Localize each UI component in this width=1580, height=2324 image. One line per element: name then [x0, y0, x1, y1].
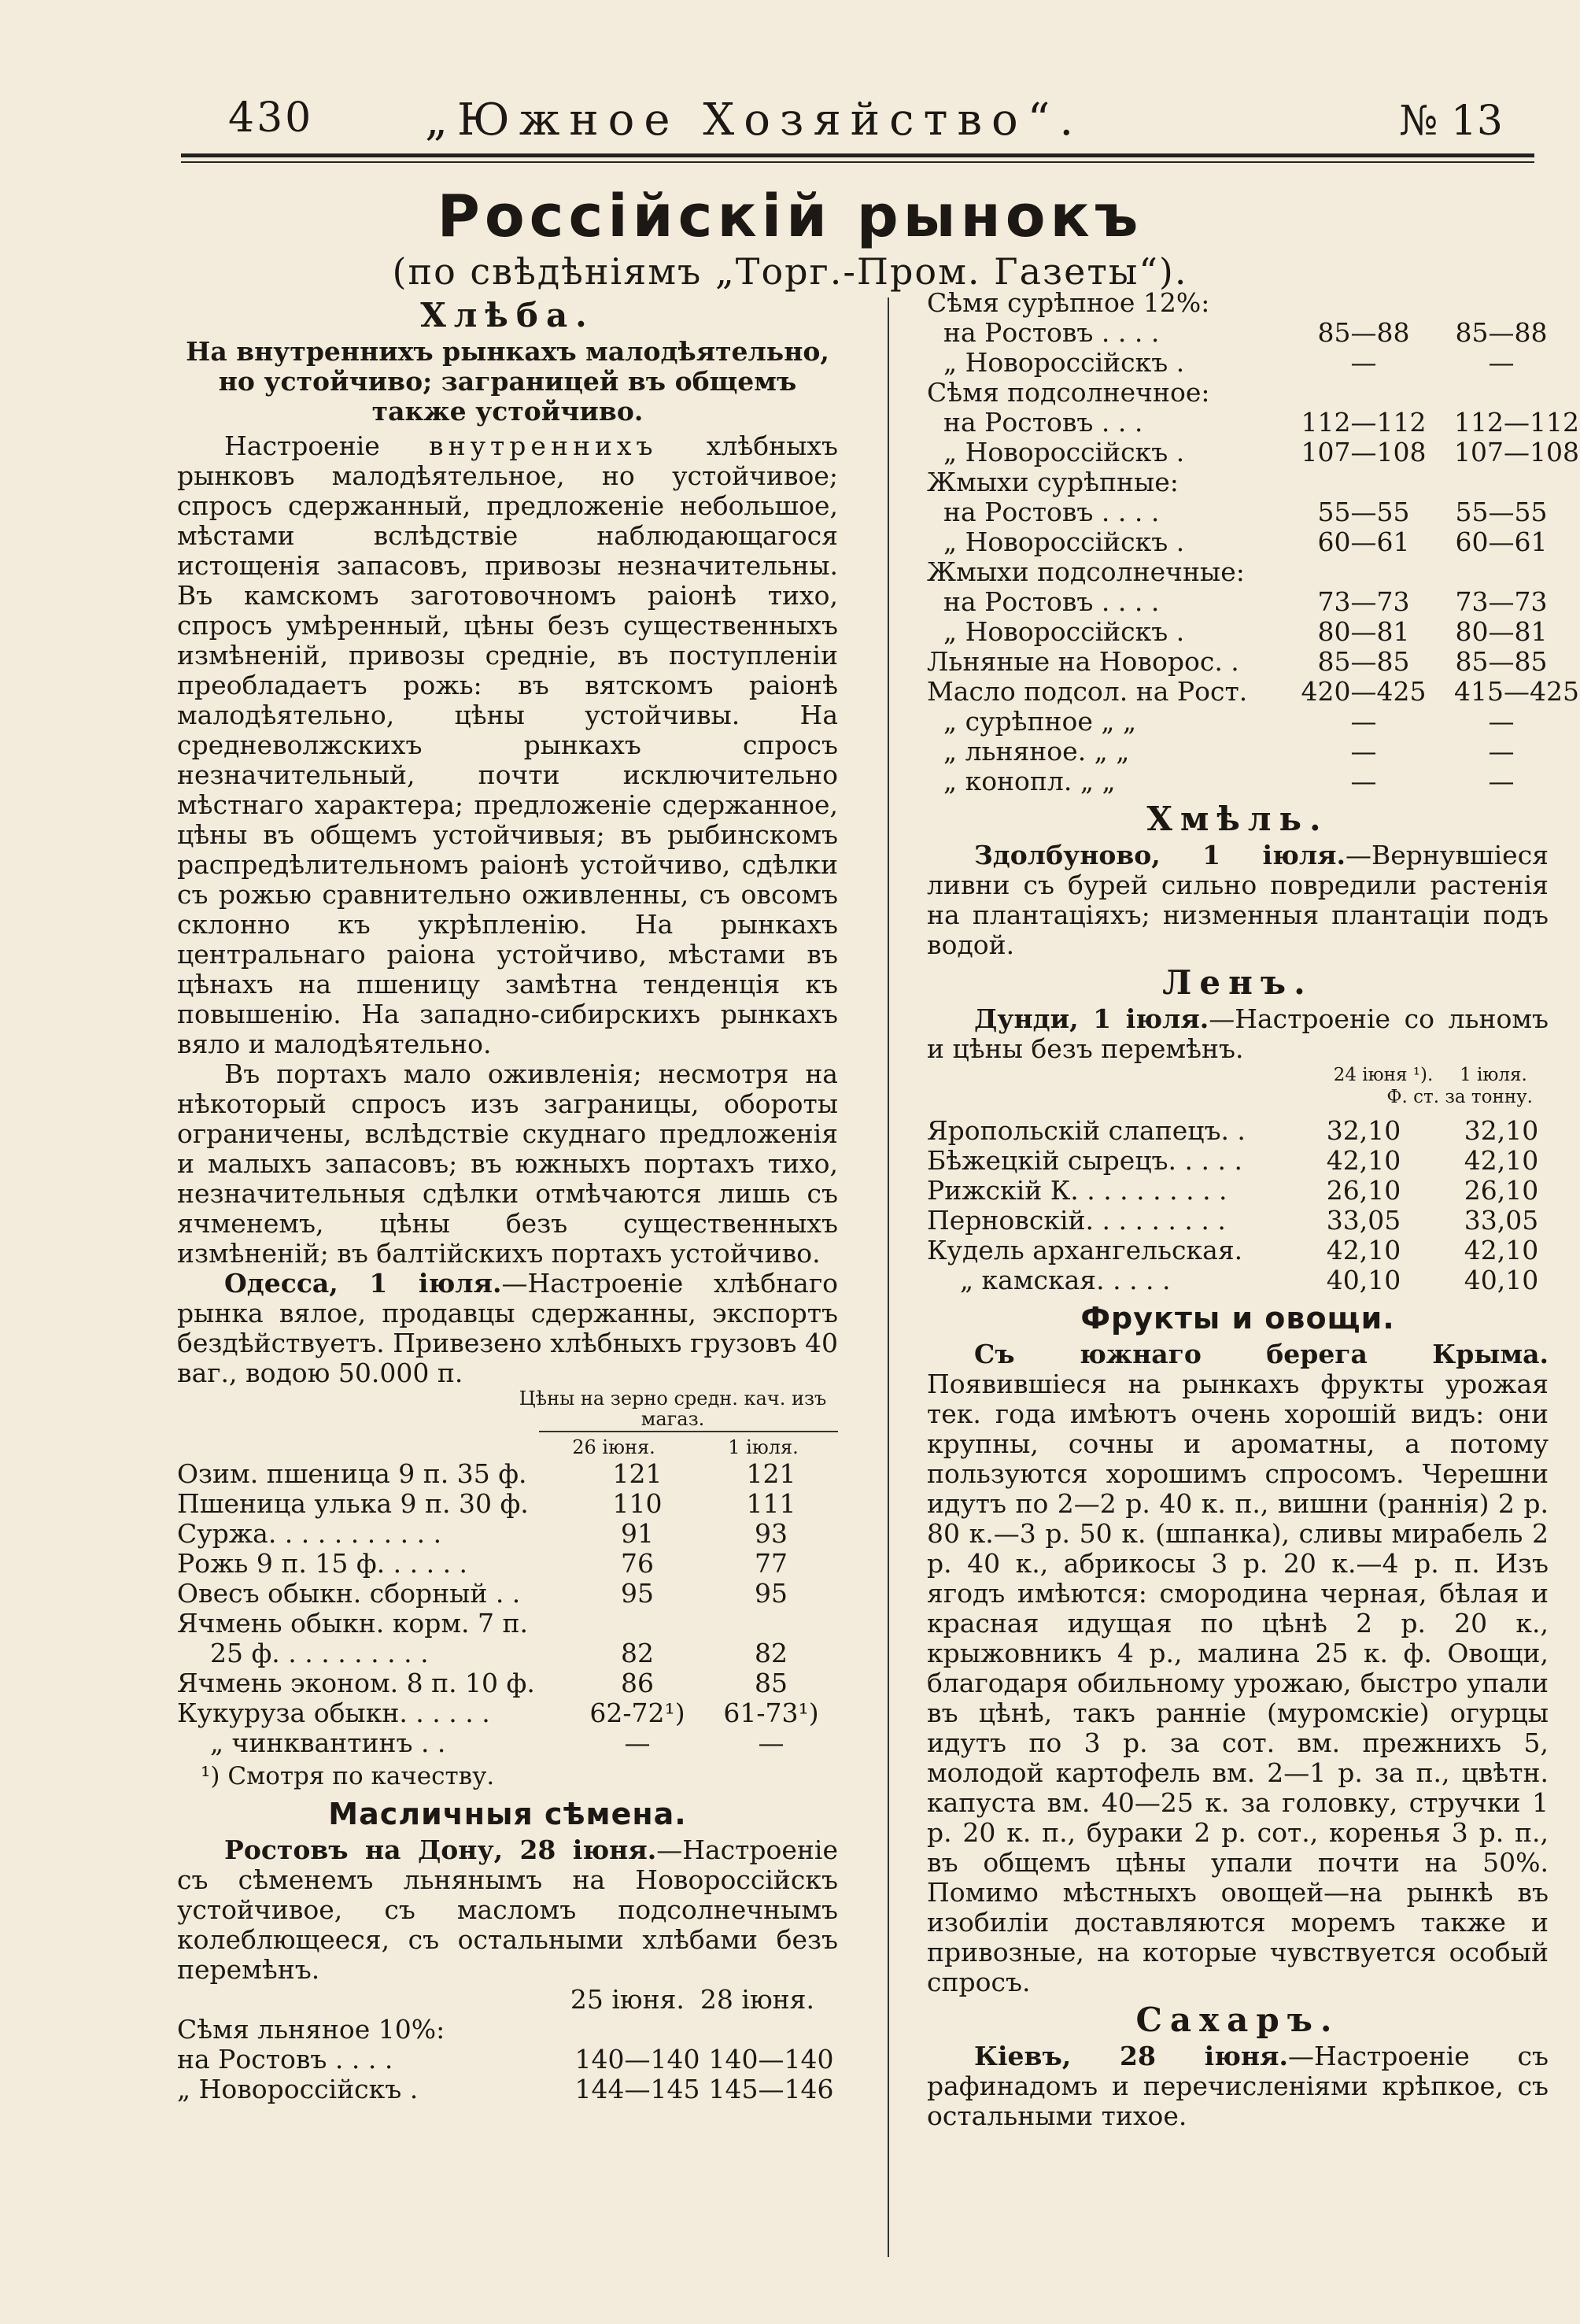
row-value-second: —	[1488, 766, 1515, 796]
row-value-second: 82	[755, 1638, 788, 1668]
row-label: на Ростовъ . . . .	[927, 497, 1160, 527]
table-row	[177, 1728, 838, 1758]
row-value-first: 85—88	[1317, 317, 1410, 348]
row-label: Сѣмя сурѣпное 12%:	[927, 288, 1210, 318]
row-value-second: 33,05	[1464, 1205, 1539, 1236]
table-row	[927, 318, 1549, 348]
table-row	[927, 288, 1549, 318]
row-label: Перновскій. . . . . . . . .	[927, 1206, 1226, 1236]
grain-paragraph-2: Въ портахъ мало оживленія; несмотря на нѣкоторый спросъ изъ заграницы, обороты ограничены, вслѣдствіе скуднаго предложенія и малыхъ запасовъ; въ южныхъ портахъ тихо, незначительныя сдѣлки отмѣчаются лишь съ ячменемъ, цѣны безъ существенныхъ измѣненій; въ балтійскихъ портахъ устойчиво.	[177, 1059, 838, 1269]
row-value-first: 62-72¹)	[589, 1698, 685, 1728]
row-value-first: 33,05	[1326, 1205, 1401, 1236]
row-label: Озим. пшеница 9 п. 35 ф.	[177, 1459, 527, 1489]
row-value-second	[704, 1609, 838, 1639]
table-row	[927, 467, 1549, 497]
row-label: „ Новороссійскъ .	[927, 348, 1185, 378]
row-value-first: 112—112	[1301, 407, 1427, 438]
row-value-first: —	[1350, 766, 1377, 796]
section-heading-fruit: Фрукты и овощи.	[1080, 1301, 1395, 1336]
oilseeds-item-label: Сѣмя льняное 10%:	[177, 2014, 445, 2045]
row-value-second: 32,10	[1464, 1115, 1539, 1146]
section-heading-grain: Хлѣба.	[420, 296, 595, 334]
oilseeds-paragraph: Ростовъ на Дону, 28 іюня.—Настроеніе съ сѣменемъ льнянымъ на Новороссійскъ устойчивое, съ масломъ подсолнечнымъ колеблющееся, съ остальными хлѣбами безъ перемѣнъ.	[177, 1834, 838, 1985]
table-row	[927, 1146, 1549, 1176]
row-label: Бѣжецкій сырецъ. . . . .	[927, 1146, 1242, 1176]
flax-paragraph: Дунди, 1 іюля.—Настроеніе со льномъ и цѣны безъ перемѣнъ.	[927, 1003, 1549, 1064]
row-label: „ Новороссійскъ .	[177, 2075, 419, 2104]
row-value-second: 121	[746, 1458, 796, 1489]
row-label: Рожь 9 п. 15 ф. . . . . .	[177, 1549, 468, 1579]
row-value-first: —	[624, 1727, 651, 1758]
row-value-second: 77	[755, 1548, 788, 1579]
row-value-first: —	[1350, 736, 1377, 767]
row-value-second: 85—85	[1455, 646, 1548, 677]
row-value-second: 112—112	[1454, 407, 1579, 438]
row-value-first: 42,10	[1326, 1235, 1401, 1265]
row-value-second: 85	[755, 1668, 788, 1698]
row-label: „ конопл. „ „	[927, 767, 1116, 796]
row-label: „ Новороссійскъ .	[927, 617, 1185, 647]
row-label: на Ростовъ . . . .	[927, 587, 1160, 617]
right-column	[927, 288, 1579, 2131]
row-value-second: 111	[746, 1488, 796, 1519]
row-label: Рижскій К. . . . . . . . . .	[927, 1176, 1227, 1206]
row-value-first: 121	[612, 1458, 663, 1489]
table-row	[927, 647, 1549, 677]
article-subtitle: (по свѣдѣніямъ „Торг.-Пром. Газеты“).	[392, 250, 1188, 293]
table-row	[927, 407, 1579, 438]
section-heading-sugar: Сахаръ.	[1135, 2001, 1340, 2039]
row-value-first: 42,10	[1326, 1145, 1401, 1176]
running-head	[181, 94, 1534, 157]
row-value-second: —	[1488, 736, 1515, 767]
row-label: Яропольскій слапецъ. .	[927, 1116, 1246, 1146]
row-label: Суржа. . . . . . . . . . .	[177, 1519, 442, 1549]
row-label: Пшеница улька 9 п. 30 ф.	[177, 1489, 529, 1519]
table-row	[177, 1459, 838, 1489]
table-row	[927, 527, 1549, 557]
left-column	[177, 293, 838, 2104]
page-number: 430	[228, 94, 314, 142]
table-row	[927, 1236, 1549, 1265]
row-label: „ Новороссійскъ .	[927, 527, 1185, 557]
table-row	[927, 737, 1549, 767]
table-rule	[539, 1431, 838, 1432]
row-label: Льняные на Новорос. .	[927, 647, 1239, 677]
flax-table-unit: Ф. ст. за тонну.	[1386, 1087, 1533, 1107]
row-value-second: 145—146	[708, 2074, 834, 2104]
row-value-second: 107—108	[1454, 437, 1579, 467]
row-value-first	[570, 1609, 704, 1639]
row-value-first: 85—85	[1317, 646, 1410, 677]
row-value-second: 61-73¹)	[723, 1698, 819, 1728]
table-row	[177, 1519, 838, 1549]
sugar-paragraph: Кіевъ, 28 іюня.—Настроеніе съ рафинадомъ и перечисленіями крѣпкое, съ остальными тихое.	[927, 2041, 1549, 2131]
row-label: на Ростовъ . . .	[927, 408, 1143, 438]
table-row	[927, 707, 1549, 737]
grain-price-table	[177, 1459, 838, 1758]
table-row	[177, 1639, 838, 1668]
row-value-first: 40,10	[1326, 1265, 1401, 1295]
row-label: Сѣмя подсолнечное:	[927, 378, 1210, 408]
grain-lead: На внутреннихъ рынкахъ малодѣятельно, но устойчиво; заграницей въ общемъ также устойчиво.	[186, 336, 829, 427]
row-value-second: 93	[755, 1518, 788, 1549]
row-value-first: —	[1350, 347, 1377, 378]
flax-table-dates: 24 іюня ¹). 1 іюля.	[1333, 1065, 1527, 1085]
row-value-second: —	[1488, 706, 1515, 737]
row-label: 25 ф. . . . . . . . . .	[177, 1639, 429, 1668]
table-row	[177, 1668, 838, 1698]
row-value-first: 26,10	[1326, 1175, 1401, 1206]
row-value-first: 73—73	[1317, 586, 1410, 617]
row-value-first: 110	[612, 1488, 663, 1519]
row-value-first: —	[1350, 706, 1377, 737]
row-value-second: 60—61	[1455, 527, 1548, 557]
table-row	[927, 437, 1579, 467]
row-value-second: 55—55	[1455, 497, 1548, 527]
row-value-second: —	[758, 1727, 784, 1758]
issue-number: № 13	[1399, 98, 1503, 145]
header-rule-thin	[181, 161, 1534, 163]
row-label: „ чинквантинъ . .	[177, 1728, 446, 1758]
row-value-second: 85—88	[1455, 317, 1548, 348]
footnote: ¹) Смотря по качеству.	[201, 1762, 495, 1790]
table-row	[927, 1116, 1549, 1146]
table-row	[927, 557, 1549, 587]
table-row	[927, 676, 1579, 707]
row-value-first: 80—81	[1317, 616, 1410, 647]
row-label: на Ростовъ . . . .	[927, 318, 1160, 348]
oilseeds-dates: 25 іюня. 28 іюня.	[570, 1984, 814, 2015]
row-label: Масло подсол. на Рост.	[927, 677, 1248, 707]
row-value-first: 82	[621, 1638, 654, 1668]
row-value-first: 76	[621, 1548, 654, 1579]
row-label: Ячмень эконом. 8 п. 10 ф.	[177, 1668, 535, 1698]
row-label: „ Новороссійскъ .	[927, 438, 1185, 467]
table-row	[177, 2045, 838, 2075]
section-heading-hops: Хмѣль.	[1146, 800, 1329, 838]
oilseeds-price-table	[177, 2045, 838, 2104]
row-value-first: 140—140	[574, 2044, 700, 2075]
grain-table-head: Цѣны на зерно средн. кач. изъ магаз.	[519, 1387, 827, 1430]
row-value-first: 107—108	[1301, 437, 1427, 467]
row-value-first: 95	[621, 1578, 654, 1609]
row-value-second: 42,10	[1464, 1235, 1539, 1265]
grain-paragraph-1: Настроеніе внутреннихъ хлѣбныхъ рынковъ малодѣятельное, но устойчивое; спросъ сдержанный, предложеніе небольшое, мѣстами вслѣдствіе наблюдающагося истощенія запасовъ, привозы незначительны. Въ камскомъ заготовочномъ раіонѣ тихо, спросъ умѣренный, цѣны безъ существенныхъ измѣненій, привозы средніе, въ поступленіи преобладаетъ рожь: въ вятскомъ раіонѣ малодѣятельно, цѣны устойчивы. На средневолжскихъ рынкахъ спросъ незначительный, почти исключительно мѣстнаго характера; предложеніе сдержанное, цѣны въ общемъ устойчивыя; въ рыбинскомъ распредѣлительномъ раіонѣ устойчиво, сдѣлки съ рожью сравнительно оживленны, съ овсомъ склонно къ укрѣпленію. На рынкахъ центральнаго раіона устойчиво, мѣстами въ цѣнахъ на пшеницу замѣтна тенденція къ повышенію. На западно-сибирскихъ рынкахъ вяло и малодѣятельно.	[177, 430, 839, 1059]
grain-table-dates: 26 іюня. 1 іюля.	[572, 1436, 799, 1458]
section-heading-flax: Ленъ.	[1162, 963, 1313, 1002]
oilseeds-price-table-continued	[927, 288, 1579, 796]
row-value-second: 80—81	[1455, 616, 1548, 647]
table-row	[177, 1609, 838, 1639]
row-label: „ камская. . . . .	[927, 1265, 1171, 1295]
row-label: „ льняное. „ „	[927, 737, 1130, 767]
fruit-paragraph: Съ южнаго берега Крыма. Появившіеся на рынкахъ фрукты урожая тек. года имѣютъ очень хорошій видъ: они крупны, сочны и ароматны, а потому пользуются хорошимъ спросомъ. Черешни идутъ по 2—2 р. 40 к. п., вишни (раннія) 2 р. 80 к.—3 р. 50 к. (шпанка), сливы мирабель 2 р. 40 к., абрикосы 3 р. 20 к.—4 р. п. Изъ ягодъ имѣются: смородина черная, бѣлая и красная идущая по цѣнѣ 2 р. 20 к., крыжовникъ 4 р., малина 25 к. ф. Овощи, благодаря обильному урожаю, быстро упали въ цѣнѣ, такъ ранніе (муромскіе) огурцы идутъ по 3 р. за сот. вм. прежнихъ 5, молодой картофель вм. 2—1 р. за п., цвѣтн. капуста вм. 40—25 к. за головку, стручки 1 р. 20 к. п., бураки 2 р. сот., коренья 3 р. п., въ общемъ цѣны упали почти на 50%. Помимо мѣстныхъ овощей—на рынкѣ въ изобиліи доставляются моремъ также и привозные, на которые чувствуется особый спросъ.	[927, 1339, 1549, 1997]
table-row	[177, 1549, 838, 1579]
row-value-second: —	[1488, 347, 1515, 378]
row-value-first: 86	[621, 1668, 654, 1698]
table-row	[927, 1176, 1549, 1206]
row-value-first: 32,10	[1326, 1115, 1401, 1146]
table-row	[927, 348, 1549, 378]
table-row	[927, 1206, 1549, 1236]
row-label: Кудель архангельская.	[927, 1236, 1243, 1265]
header-rule-thick	[181, 153, 1534, 157]
row-label: Жмыхи подсолнечные:	[927, 557, 1245, 587]
row-label: Овесъ обыкн. сборный . .	[177, 1579, 521, 1609]
row-value-second: 42,10	[1464, 1145, 1539, 1176]
table-row	[927, 617, 1549, 647]
row-value-first: 60—61	[1317, 527, 1410, 557]
section-heading-oilseeds: Масличныя сѣмена.	[328, 1797, 687, 1831]
row-label: „ сурѣпное „ „	[927, 707, 1137, 737]
table-row	[927, 497, 1549, 527]
row-value-first: 420—425	[1301, 676, 1427, 707]
table-row	[177, 1489, 838, 1519]
table-row	[927, 378, 1549, 408]
column-divider	[888, 297, 889, 2257]
table-row	[927, 767, 1549, 796]
row-value-second: 40,10	[1464, 1265, 1539, 1295]
table-row	[177, 1579, 838, 1609]
hops-paragraph: Здолбуново, 1 іюля.—Вернувшіеся ливни съ бурей сильно повредили растенія на плантаціяхъ; низменныя плантаціи подъ водой.	[927, 840, 1549, 960]
table-row	[927, 587, 1549, 617]
row-label: Кукуруза обыкн. . . . . .	[177, 1698, 490, 1728]
flax-price-table	[927, 1116, 1549, 1295]
row-value-first: 144—145	[574, 2074, 700, 2104]
row-label: на Ростовъ . . . .	[177, 2045, 393, 2075]
row-value-second: 73—73	[1455, 586, 1548, 617]
row-value-second: 26,10	[1464, 1175, 1539, 1206]
row-value-second: 95	[755, 1578, 788, 1609]
row-value-second: 140—140	[708, 2044, 834, 2075]
row-value-first: 91	[621, 1518, 654, 1549]
article-title: Россійскій рынокъ	[437, 183, 1143, 250]
table-row	[927, 1265, 1549, 1295]
row-label: Ячмень обыкн. корм. 7 п.	[177, 1609, 528, 1639]
table-row	[177, 1698, 838, 1728]
journal-title: „Южное Хозяйство“.	[425, 94, 1083, 146]
row-label: Жмыхи сурѣпные:	[927, 467, 1179, 497]
grain-paragraph-odessa: Одесса, 1 іюля.—Настроеніе хлѣбнаго рынка вялое, продавцы сдержанны, экспортъ бездѣйствуетъ. Привезено хлѣбныхъ грузовъ 40 ваг., водою 50.000 п.	[177, 1268, 839, 1388]
table-row	[177, 2075, 838, 2104]
row-value-second: 415—425	[1454, 676, 1579, 707]
row-value-first: 55—55	[1317, 497, 1410, 527]
